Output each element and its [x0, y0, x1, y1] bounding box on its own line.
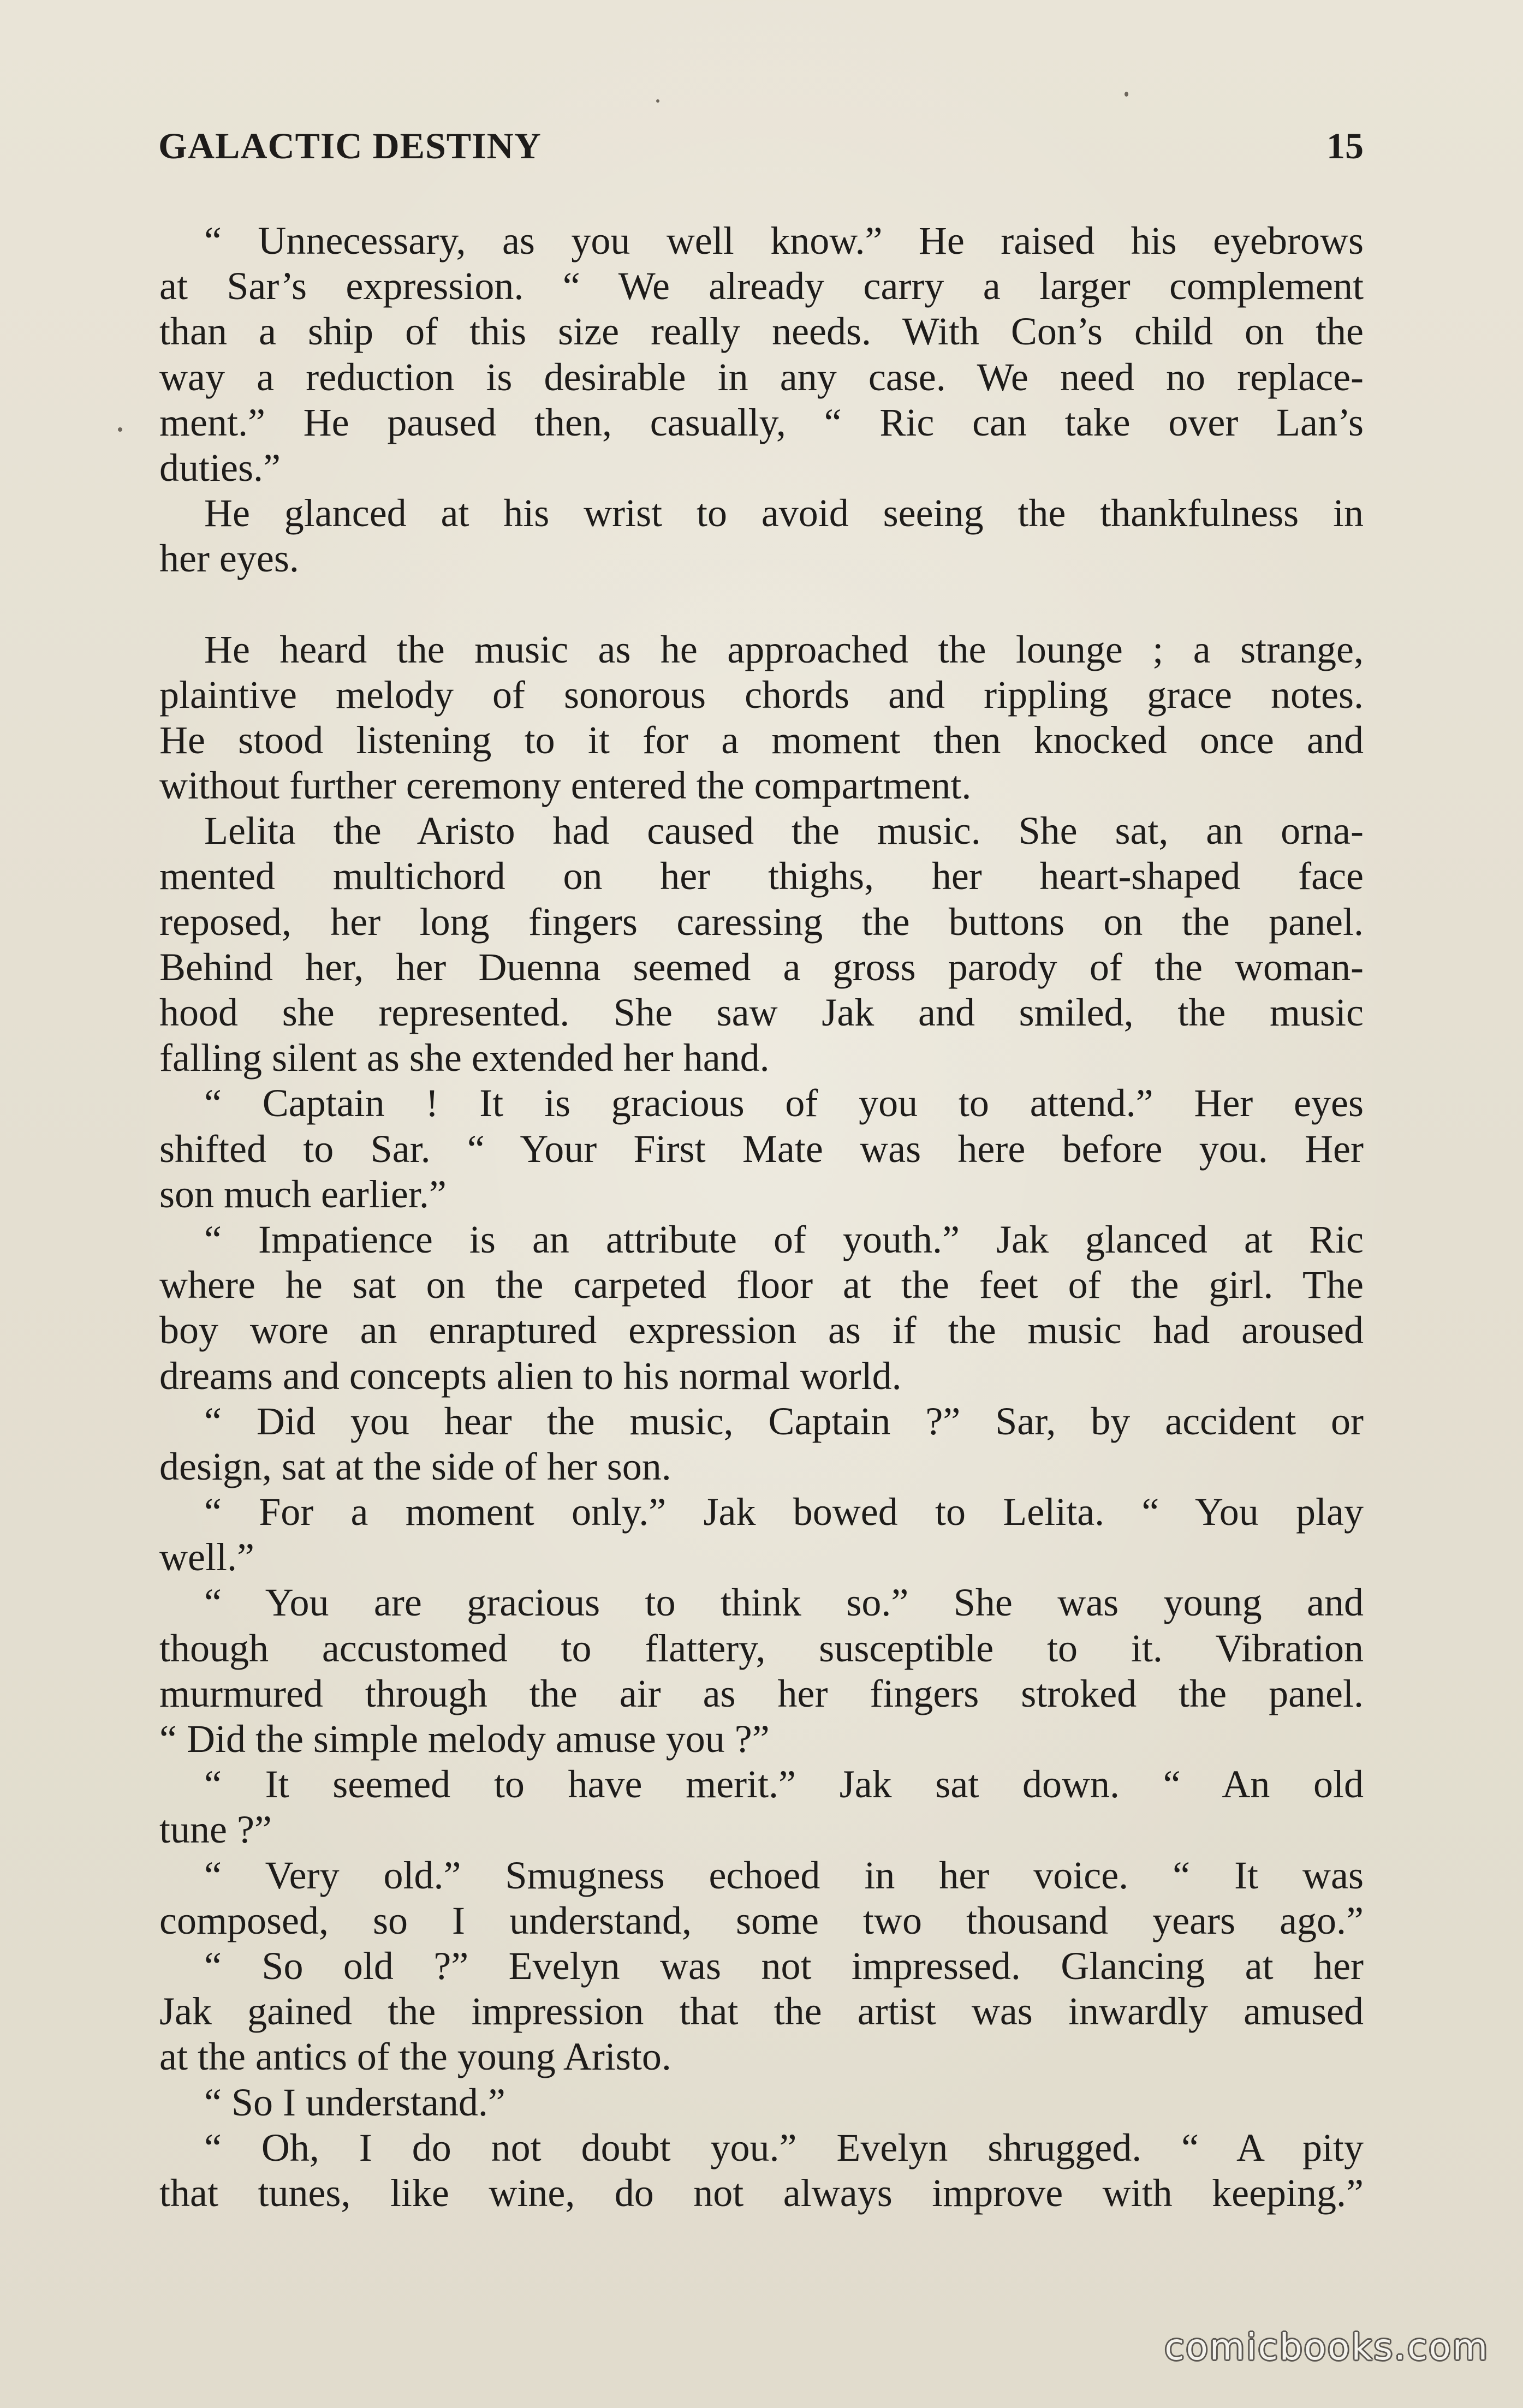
paper-speck: [118, 427, 122, 432]
text-line: ment.” He paused then, casually, “ Ric can take over Lan’s: [159, 400, 1364, 444]
text-line: at Sar’s expression. “ We already carry a larger complement: [159, 264, 1364, 308]
text-line: He glanced at his wrist to avoid seeing the thankfulness in: [204, 491, 1364, 535]
text-line: Lelita the Aristo had caused the music. She sat, an orna-: [204, 809, 1364, 853]
running-title: GALACTIC DESTINY: [158, 125, 542, 166]
text-line: though accustomed to flattery, susceptible to it. Vibration: [159, 1626, 1364, 1670]
page-header: [158, 124, 1364, 174]
text-line: well.”: [159, 1535, 254, 1579]
text-line: “ Unnecessary, as you well know.” He raised his eyebrows: [204, 219, 1364, 263]
text-line: where he sat on the carpeted floor at the feet of the girl. The: [159, 1263, 1364, 1307]
text-line: murmured through the air as her fingers stroked the panel.: [159, 1671, 1364, 1715]
text-line: He stood listening to it for a moment then knocked once and: [159, 718, 1364, 762]
text-line: shifted to Sar. “ Your First Mate was here before you. Her: [159, 1126, 1364, 1171]
text-line: dreams and concepts alien to his normal world.: [159, 1354, 902, 1398]
text-line: composed, so I understand, some two thousand years ago.”: [159, 1898, 1364, 1942]
text-line: falling silent as she extended her hand.: [159, 1036, 770, 1080]
text-line: mented multichord on her thighs, her heart-shaped face: [159, 854, 1364, 898]
text-line: way a reduction is desirable in any case. We need no replace-: [159, 355, 1364, 399]
text-line: son much earlier.”: [159, 1172, 447, 1216]
text-line: tune ?”: [159, 1808, 272, 1852]
text-line: “ So I understand.”: [204, 2080, 505, 2124]
paper-speck: [1125, 92, 1128, 97]
text-line: “ Captain ! It is gracious of you to attend.” Her eyes: [204, 1081, 1364, 1125]
text-line: “ Did the simple melody amuse you ?”: [159, 1717, 770, 1761]
text-line: her eyes.: [159, 537, 299, 581]
text-line: “ For a moment only.” Jak bowed to Lelita. “ You play: [204, 1490, 1364, 1534]
text-line: hood she represented. She saw Jak and smiled, the music: [159, 991, 1364, 1034]
text-line: boy wore an enraptured expression as if the music had aroused: [159, 1308, 1364, 1352]
text-line: duties.”: [159, 445, 281, 490]
text-line: plaintive melody of sonorous chords and rippling grace notes.: [159, 672, 1364, 717]
text-line: “ You are gracious to think so.” She was young and: [204, 1581, 1364, 1625]
text-line: “ Did you hear the music, Captain ?” Sar, by accident or: [204, 1399, 1364, 1443]
text-line: Jak gained the impression that the artist was inwardly amused: [159, 1989, 1364, 2034]
text-line: than a ship of this size really needs. With Con’s child on the: [159, 309, 1364, 354]
paper-speck: [656, 99, 659, 103]
text-line: design, sat at the side of her son.: [159, 1444, 671, 1488]
body-text: [159, 218, 1364, 2216]
text-line: Behind her, her Duenna seemed a gross parody of the woman-: [159, 945, 1364, 989]
text-line: He heard the music as he approached the lounge ; a strange,: [204, 627, 1364, 671]
text-line: reposed, her long fingers caressing the buttons on the panel.: [159, 899, 1364, 944]
text-line: at the antics of the young Aristo.: [159, 2035, 671, 2079]
text-line: that tunes, like wine, do not always improve with keeping.”: [159, 2171, 1364, 2215]
page-number: 15: [1326, 125, 1364, 166]
text-line: “ So old ?” Evelyn was not impressed. Glancing at her: [204, 1944, 1364, 1988]
text-line: without further ceremony entered the compartment.: [159, 764, 972, 808]
text-line: “ Impatience is an attribute of youth.” Jak glanced at Ric: [204, 1217, 1364, 1261]
section-break: [159, 582, 1364, 627]
watermark: comicbooks.com: [1164, 2326, 1489, 2368]
text-line: “ It seemed to have merit.” Jak sat down. “ An old: [204, 1762, 1364, 1807]
text-line: “ Oh, I do not doubt you.” Evelyn shrugged. “ A pity: [204, 2125, 1364, 2169]
text-line: “ Very old.” Smugness echoed in her voice. “ It was: [204, 1853, 1364, 1897]
